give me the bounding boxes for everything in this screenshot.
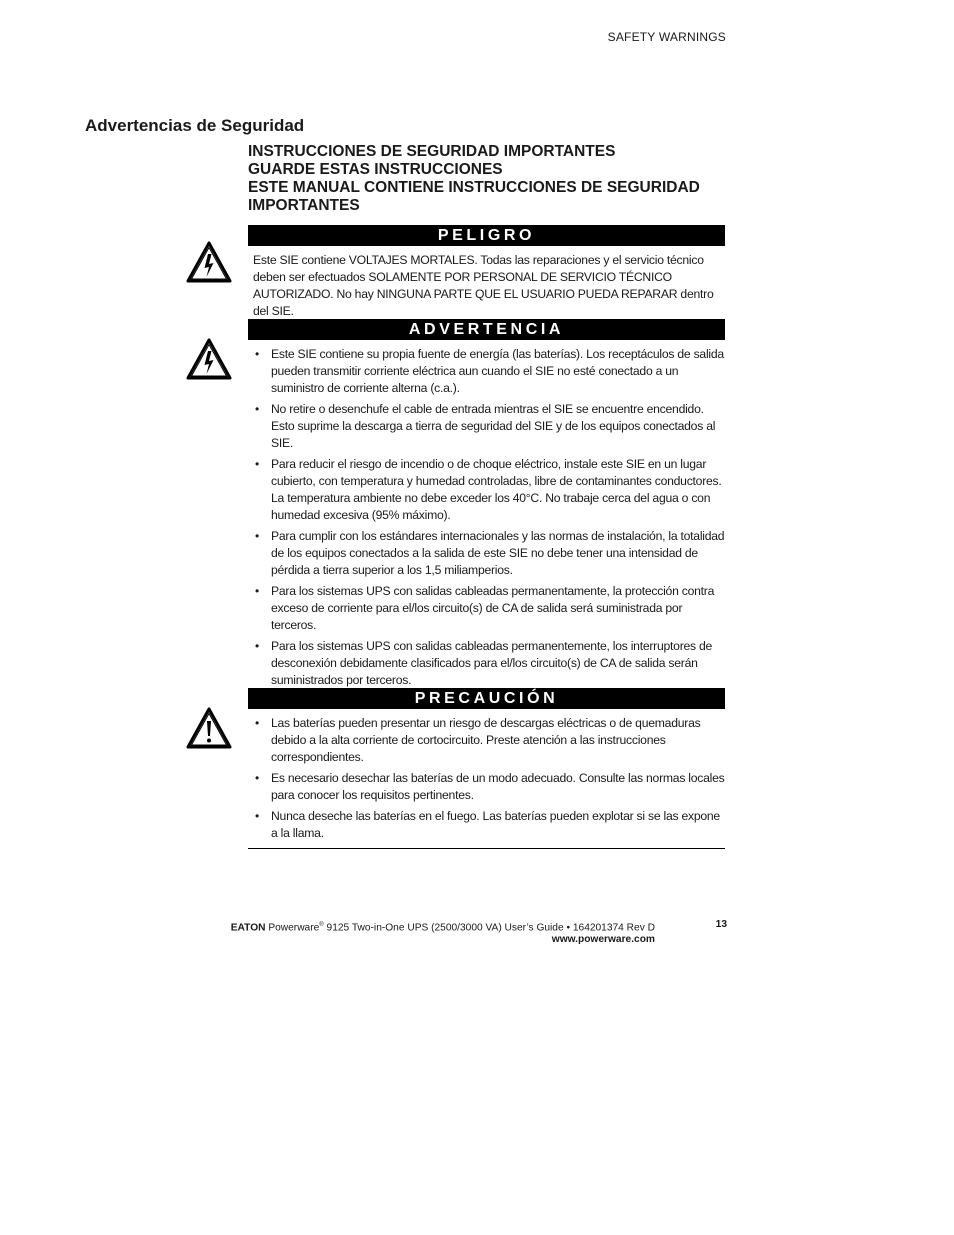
- safety-instructions-heading: [248, 143, 738, 215]
- high-voltage-warning-icon: [186, 241, 232, 283]
- advertencia-list: [248, 340, 725, 695]
- list-item: • Para los sistemas UPS con salidas cableadas permanentamente, la protección contra exceso de corriente para el/los circuito(s) de CA de salida será suministrada por terceros.: [248, 583, 725, 634]
- high-voltage-warning-icon: [186, 338, 232, 380]
- advertencia-section: [248, 319, 725, 696]
- list-item: • Este SIE contiene su propia fuente de energía (las baterías). Los receptáculos de salida pueden transmitir corriente eléctrica aun cuando el SIE no esté conectado a un suministro de corriente alterna (c.a.).: [248, 346, 725, 397]
- peligro-section: [248, 225, 725, 325]
- list-item: • No retire o desenchufe el cable de entrada mientras el SIE se encuentre encendido. Esto suprime la descarga a tierra de seguridad del SIE y de los equipos conectados al SIE.: [248, 401, 725, 452]
- footer-brand: EATON: [230, 922, 266, 934]
- page-title: Advertencias de Seguridad: [85, 116, 305, 135]
- list-item: • Para los sistemas UPS con salidas cableadas permanentemente, los interruptores de desconexión debidamente clasificados para el/los circuito(s) de CA de salida serán suministrados por terceros.: [248, 638, 725, 689]
- instruction-line: ESTE MANUAL CONTIENE INSTRUCCIONES DE SEGURIDAD: [248, 179, 700, 196]
- list-item: • Para cumplir con los estándares internacionales y las normas de instalación, la totalidad de los equipos conectados a la salida de este SIE no debe tener una intensidad de pérdida a tierra superior a los 1,5 miliamperios.: [248, 528, 725, 579]
- list-item: • Para reducir el riesgo de incendio o de choque eléctrico, instale este SIE en un lugar cubierto, con temperatura y humedad controladas, libre de contaminantes conductores. La temperatura ambiente no debe exceder los 40°C. No trabaje cerca del agua o con humedad excesiva (95% máximo).: [248, 456, 725, 524]
- page-number: 13: [715, 919, 727, 930]
- section-rule: [248, 848, 725, 849]
- instruction-line: GUARDE ESTAS INSTRUCCIONES: [248, 161, 503, 178]
- precaucion-heading: PRECAUCIÓN: [248, 688, 725, 709]
- list-item: • Es necesario desechar las baterías de un modo adecuado. Consulte las normas locales para conocer los requisitos pertinentes.: [248, 770, 725, 804]
- instruction-line: IMPORTANTES: [248, 197, 360, 214]
- footer-citation: [205, 919, 655, 934]
- caution-exclamation-icon: [186, 707, 232, 749]
- footer-url: www.powerware.com: [551, 934, 655, 946]
- running-head: SAFETY WARNINGS: [607, 30, 726, 44]
- list-item: • Las baterías pueden presentar un riesgo de descargas eléctricas o de quemaduras debido a la alta corriente de cortocircuito. Preste atención a las instrucciones correspondientes.: [248, 715, 725, 766]
- peligro-text: Este SIE contiene VOLTAJES MORTALES. Todas las reparaciones y el servicio técnico deben ser efectuados SOLAMENTE POR PERSONAL DE SERVICIO TÉCNICO AUTORIZADO. No hay NINGUNA PARTE QUE EL USUARIO PUEDA REPARAR dentro del SIE.: [253, 253, 714, 318]
- advertencia-heading: ADVERTENCIA: [248, 319, 725, 340]
- registered-mark: ®: [319, 922, 324, 928]
- precaucion-section: [248, 688, 725, 849]
- page-footer: [205, 919, 655, 946]
- footer-product: Powerware: [268, 922, 320, 934]
- list-item: • Nunca deseche las baterías en el fuego. Las baterías pueden explotar si se las expone a la llama.: [248, 808, 725, 842]
- precaucion-list: [248, 709, 725, 848]
- footer-guide: 9125 Two-in-One UPS (2500/3000 VA) User’s Guide • 164201374 Rev D: [323, 922, 655, 934]
- peligro-heading: PELIGRO: [248, 225, 725, 246]
- instruction-line: INSTRUCCIONES DE SEGURIDAD IMPORTANTES: [248, 143, 616, 160]
